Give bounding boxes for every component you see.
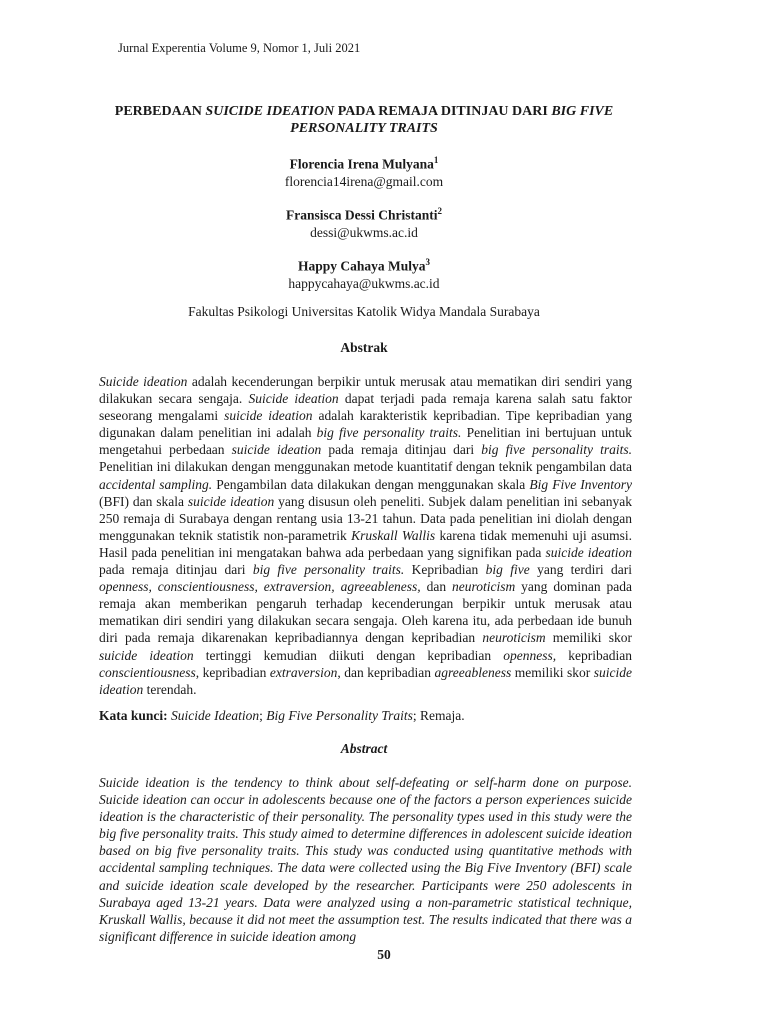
abstrak-segment: neuroticism (452, 579, 516, 595)
author-1 (90, 152, 638, 190)
abstrak-segment: Pengambilan data dilakukan dengan menggunakan skala (212, 476, 530, 492)
abstrak-segment: suicide ideation (99, 647, 194, 663)
abstrak-segment: conscientiousness (99, 664, 196, 680)
author-name: Fransisca Dessi Christanti$^2$ (286, 206, 442, 223)
page-number: 50 (377, 947, 391, 962)
title-part-1: PERBEDAAN (114, 104, 206, 119)
abstract-heading: Abstract (340, 741, 388, 756)
abstrak-body (99, 373, 632, 698)
abstrak-segment: , dan kepribadian (337, 664, 435, 680)
abstrak-segment: (BFI) dan skala (99, 493, 188, 509)
abstrak-heading: Abstrak (340, 340, 388, 355)
abstrak-segment: Big Five Inventory (529, 476, 632, 492)
abstrak-segment: big five personality traits. (252, 562, 405, 578)
abstrak-segment: Suicide ideation (248, 391, 339, 407)
author-name: Happy Cahaya Mulya$^3$ (297, 257, 431, 274)
abstrak-segment: suicide ideation (224, 408, 313, 424)
abstrak-segment: big five personality traits. (316, 425, 462, 441)
abstrak-segment: Kruskall Wallis (351, 527, 436, 543)
title-part-3: PADA REMAJA DITINJAU DARI (334, 104, 552, 119)
author-name: Florencia Irena Mulyana$^1$ (289, 155, 439, 172)
title-part-2: SUICIDE IDEATION (205, 104, 335, 119)
abstrak-segment: suicide ideation (99, 664, 632, 697)
abstrak-segment: accidental sampling. (99, 476, 213, 492)
abstrak-segment: suicide ideation (545, 544, 632, 560)
abstrak-segment: adalah karakteristik kepribadian. Tipe kepribadian yang digunakan dalam penelitian ini adalah (99, 408, 632, 441)
abstrak-segment: neuroticism (482, 630, 546, 646)
abstrak-segment: extraversion (269, 664, 338, 680)
abstrak-segment: kepribadian (556, 647, 633, 663)
abstrak-segment: yang disusun oleh peneliti. Subjek dalam penelitian ini sebanyak 250 remaja di Surabaya dengan rentang usia 13-21 tahun. Data pada penelitian ini diolah dengan menggunakan teknik statistik non-parametrik (99, 493, 633, 543)
abstrak-segment: dapat terjadi pada remaja karena salah satu faktor seseorang mengalami (99, 391, 632, 424)
abstrak-segment: memiliki skor (545, 630, 632, 646)
abstrak-segment: yang dominan pada remaja akan memberikan pengaruh terhadap kecenderungan berpikir untuk merusak atau mematikan diri sendiri yang dilakukan secara sengaja. Oleh karena itu, ada perbedaan ide bunuh diri pada remaja dikarenakan kepribadiannya dengan kepribadian (99, 579, 632, 646)
abstrak-segment: tertinggi kemudian diikuti dengan kepribadian (193, 647, 504, 663)
running-header: Jurnal Experentia Volume 9, Nomor 1, Juli 2021 (118, 41, 361, 55)
abstrak-segment: Kepribadian (404, 562, 486, 578)
abstrak-segment: memiliki skor (511, 664, 594, 680)
abstrak-segment: yang terdiri dari (529, 562, 632, 578)
paper-title (90, 103, 638, 137)
affiliation: Fakultas Psikologi Universitas Katolik Widya Mandala Surabaya (188, 304, 540, 319)
author-email: happycahaya@ukwms.ac.id (288, 275, 440, 291)
author-2 (90, 203, 638, 241)
abstrak-segment: suicide ideation (231, 442, 322, 458)
author-email: dessi@ukwms.ac.id (310, 224, 418, 240)
abstrak-segment: karena tidak memenuhi uji asumsi. Hasil pada penelitian ini mengatakan bahwa ada perbedaan yang signifikan pada (99, 527, 632, 560)
abstrak-segment: Penelitian ini bertujuan untuk mengetahui perbedaan (99, 425, 632, 458)
abstrak-segment: big five personality traits. (481, 442, 632, 458)
title-part-4: BIG FIVE PERSONALITY TRAITS (290, 104, 614, 136)
keywords-line: Kata kunci: Suicide Ideation; Big Five Personality Traits; Remaja. (99, 708, 465, 723)
author-email: florencia14irena@gmail.com (284, 173, 444, 189)
abstrak-segment: pada remaja ditinjau dari (99, 562, 253, 578)
keywords-label: Kata kunci: (99, 708, 168, 723)
abstrak-segment: Penelitian ini dilakukan dengan menggunakan metode kuantitatif dengan teknik pengambilan data (99, 459, 632, 475)
abstrak-segment: openness, (503, 647, 557, 663)
abstrak-segment: big five (485, 562, 530, 578)
abstrak-segment: pada remaja ditinjau dari (321, 442, 482, 458)
abstrak-segment: dan (420, 579, 453, 595)
abstrak-segment: agreeableness (434, 664, 512, 680)
abstrak-segment: suicide ideation (187, 493, 275, 509)
abstrak-segment: terendah. (143, 681, 197, 697)
abstrak-segment: Suicide ideation (99, 374, 188, 389)
abstrak-segment: , kepribadian (195, 664, 270, 680)
abstract-en-body: Suicide ideation is the tendency to think about self-defeating or self-harm done on purpose. Suicide ideation can occur in adolescents because one of the factors a person experiences suicide ideation is the characteristic of their personality. The personality types used in this study were the big five personality traits. This study aimed to determine differences in adolescent suicide ideation based on big five personality traits. This study was conducted using quantitative methods with accidental sampling techniques. The data were collected using the Big Five Inventory (BFI) scale and suicide ideation scale developed by the researcher. Participants were 250 adolescents in Surabaya aged 13-21 years. Data were analyzed using a non-parametric statistical technique, Kruskall Wallis, because it did not meet the assumption test. The results indicated that there was a significant difference in suicide ideation among (99, 775, 632, 944)
abstrak-segment: adalah kecenderungan berpikir untuk merusak atau mematikan diri sendiri yang dilakukan secara sengaja. (99, 374, 632, 407)
abstrak-segment: openness, conscientiousness, extraversion, agreeableness, (99, 579, 421, 595)
author-3 (90, 254, 638, 292)
